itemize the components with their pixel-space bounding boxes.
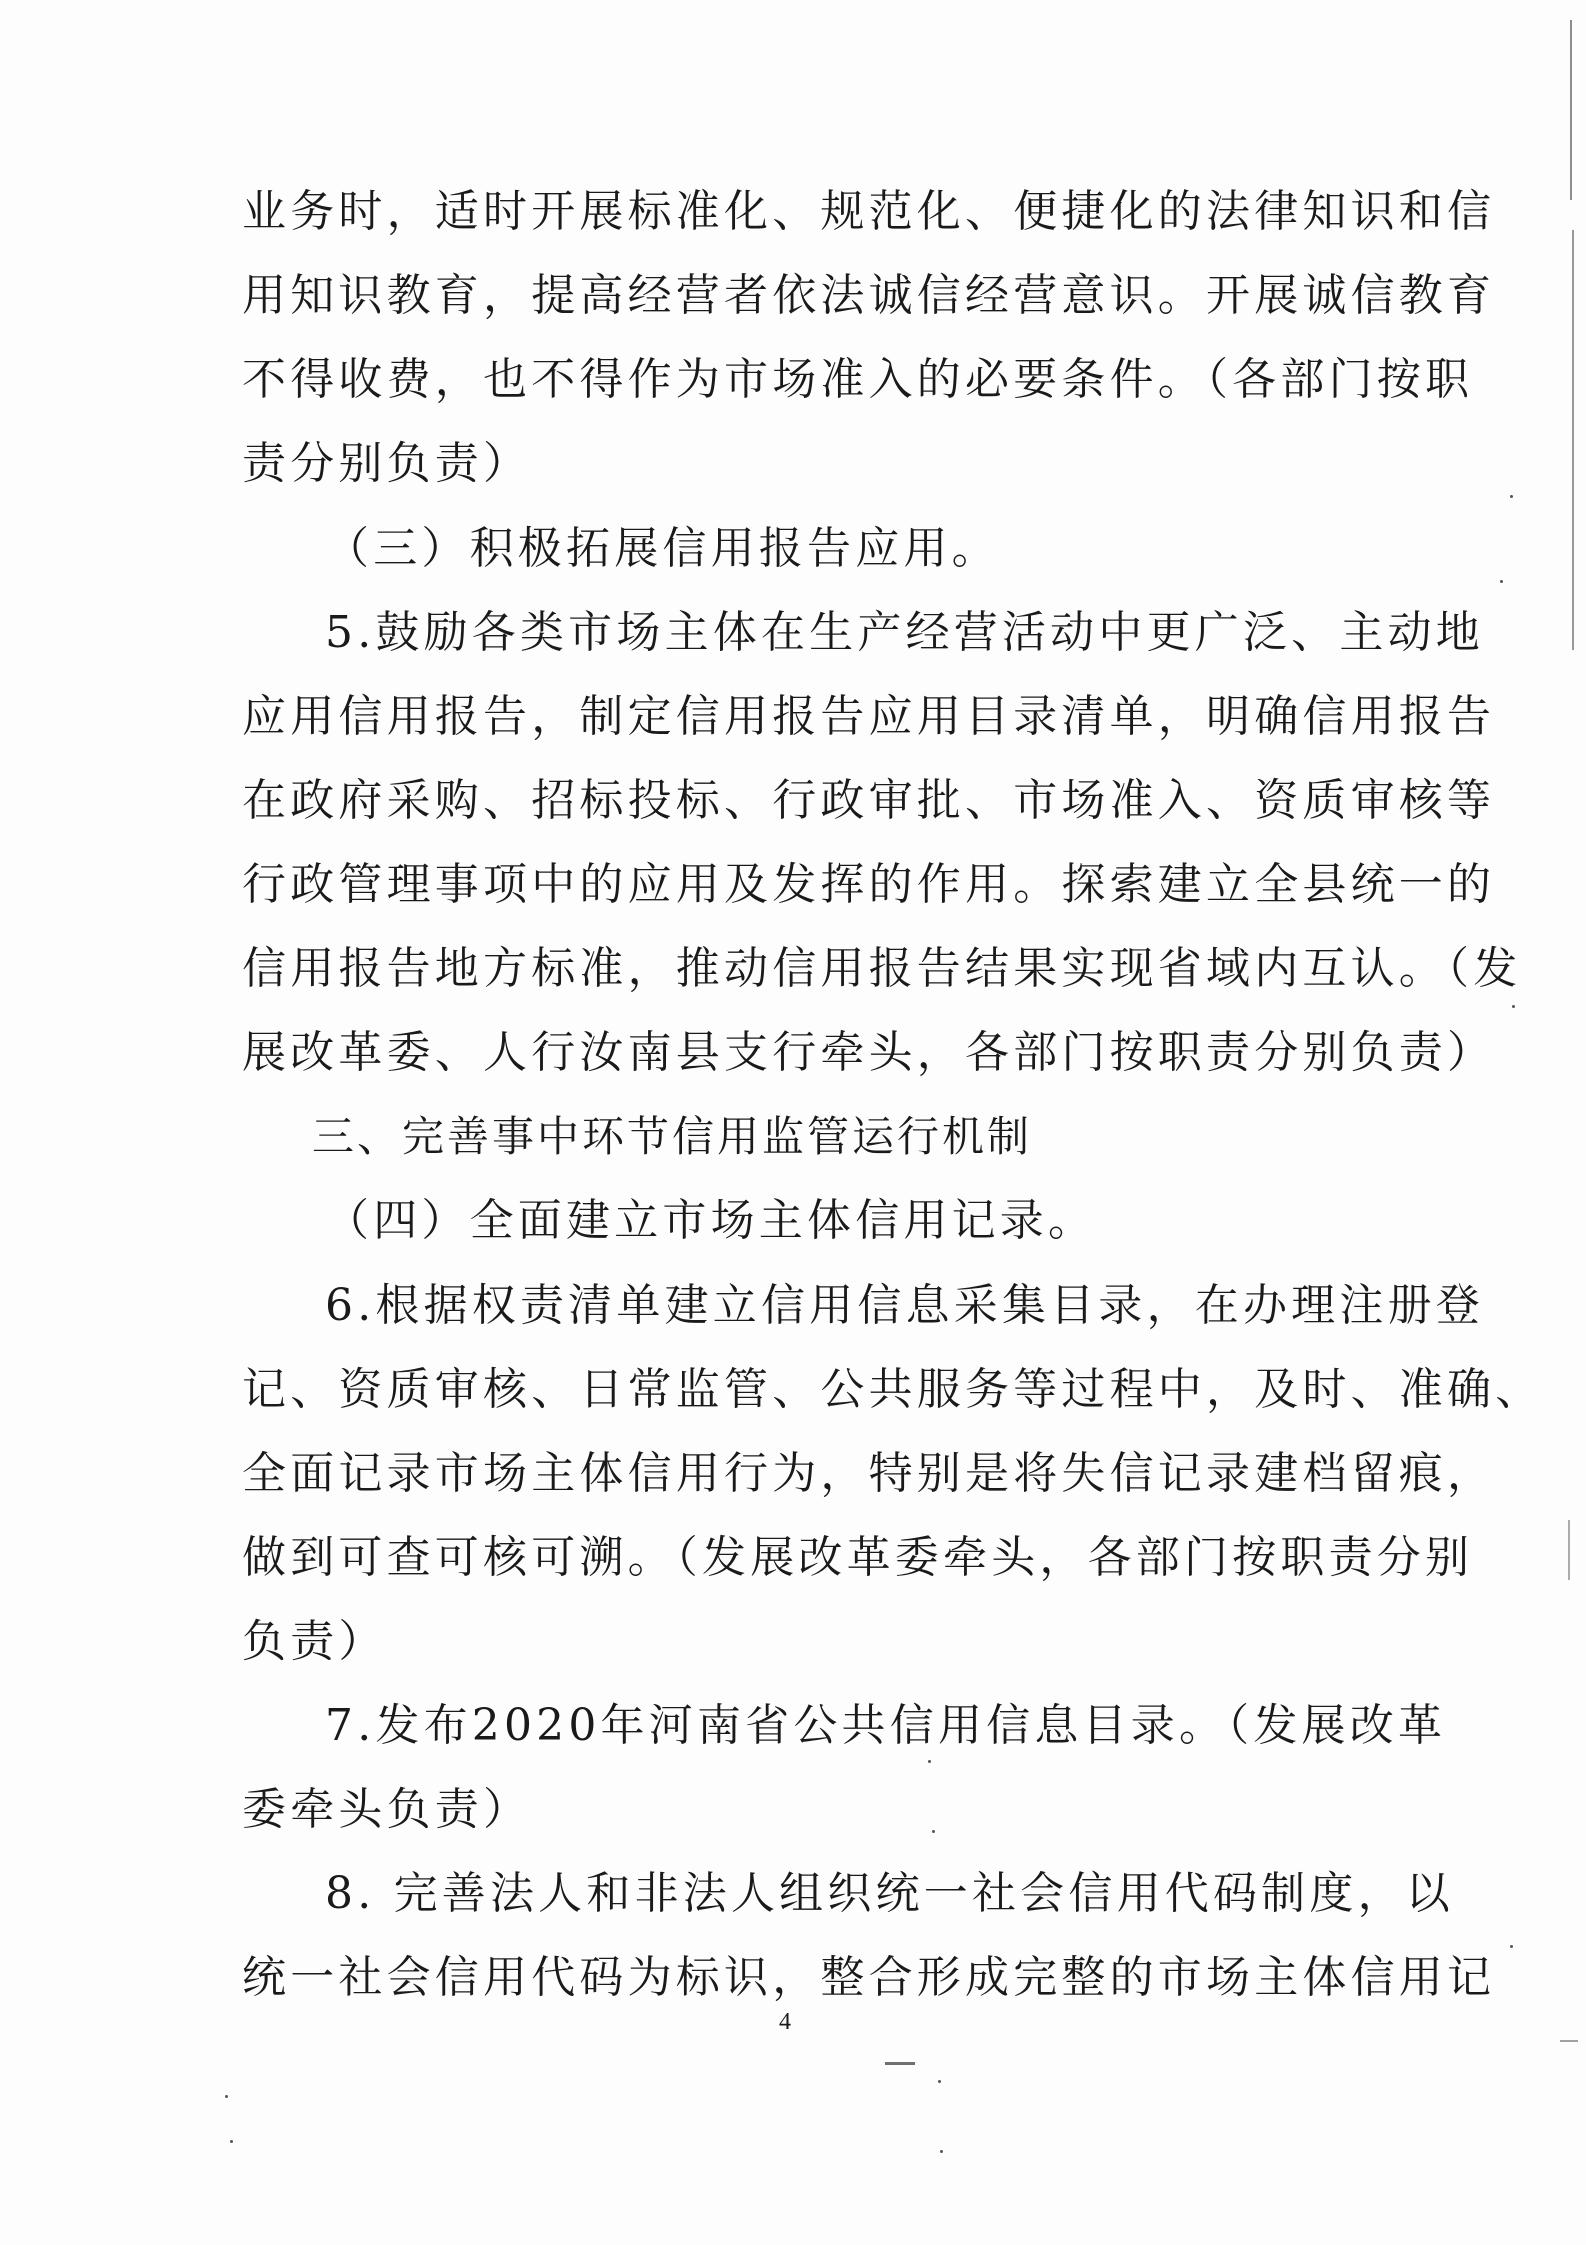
scan-speck bbox=[1500, 580, 1503, 583]
item-5-first-line: 5.鼓励各类市场主体在生产经营活动中更广泛、主动地 bbox=[325, 607, 1484, 658]
scan-speck bbox=[1510, 1945, 1513, 1948]
body-text-line: 全面记录市场主体信用行为，特别是将失信记录建档留痕， bbox=[242, 1448, 1496, 1499]
item-7-first-line: 7.发布2020年河南省公共信用信息目录。（发展改革 bbox=[325, 1700, 1447, 1751]
scan-speck bbox=[1512, 1005, 1515, 1008]
body-text-line: 用知识教育，提高经营者依法诚信经营意识。开展诚信教育 bbox=[242, 270, 1496, 321]
subsection-heading-three: （三）积极拓展信用报告应用。 bbox=[325, 523, 1000, 574]
body-text-line: 应用信用报告，制定信用报告应用目录清单，明确信用报告 bbox=[242, 691, 1496, 742]
item-8-first-line: 8. 完善法人和非法人组织统一社会信用代码制度，以 bbox=[325, 1868, 1454, 1919]
scan-speck bbox=[230, 2140, 233, 2143]
body-text-line: 统一社会信用代码为标识，整合形成完整的市场主体信用记 bbox=[242, 1952, 1496, 2003]
scan-edge-mark bbox=[1560, 2040, 1578, 2042]
body-text-line: 在政府采购、招标投标、行政审批、市场准入、资质审核等 bbox=[242, 775, 1496, 826]
body-text-line: 做到可查可核可溯。（发展改革委牵头，各部门按职责分别 bbox=[242, 1532, 1474, 1583]
body-text-line: 责分别负责） bbox=[242, 438, 532, 489]
body-text-line: 信用报告地方标准，推动信用报告结果实现省域内互认。（发 bbox=[242, 943, 1522, 994]
subsection-heading-four: （四）全面建立市场主体信用记录。 bbox=[325, 1195, 1097, 1246]
page-number: 4 bbox=[779, 2009, 791, 2035]
body-text-line: 展改革委、人行汝南县支行牵头，各部门按职责分别负责） bbox=[242, 1027, 1496, 1078]
body-text-line: 不得收费，也不得作为市场准入的必要条件。（各部门按职 bbox=[242, 354, 1474, 405]
scan-speck bbox=[932, 1830, 935, 1833]
body-text-line: 业务时，适时开展标准化、规范化、便捷化的法律知识和信 bbox=[242, 186, 1496, 237]
body-text-line: 记、资质审核、日常监管、公共服务等过程中，及时、准确、 bbox=[242, 1364, 1544, 1415]
scan-speck bbox=[1510, 495, 1513, 498]
scan-edge-mark bbox=[1570, 20, 1572, 200]
scan-speck bbox=[938, 2080, 941, 2083]
scan-speck bbox=[940, 2150, 943, 2153]
item-6-first-line: 6.根据权责清单建立信用信息采集目录，在办理注册登 bbox=[325, 1280, 1484, 1331]
scan-edge-mark bbox=[1572, 230, 1574, 650]
scan-speck bbox=[928, 1760, 931, 1763]
section-heading-three: 三、完善事中环节信用监管运行机制 bbox=[312, 1112, 1033, 1161]
scan-edge-mark bbox=[1568, 1520, 1570, 1580]
body-text-line: 委牵头负责） bbox=[242, 1784, 532, 1835]
body-text-line: 负责） bbox=[242, 1616, 387, 1667]
scan-edge-mark bbox=[885, 2062, 915, 2065]
scan-speck bbox=[225, 2095, 228, 2098]
body-text-line: 行政管理事项中的应用及发挥的作用。探索建立全县统一的 bbox=[242, 859, 1496, 910]
